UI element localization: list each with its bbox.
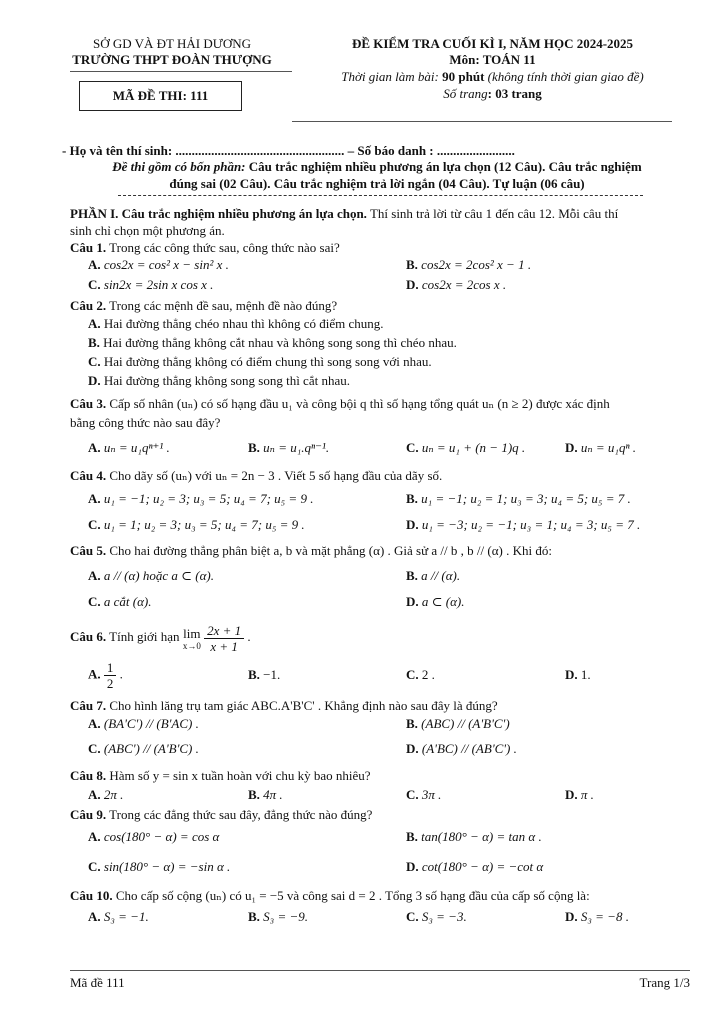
exam-subject: Môn: TOÁN 11 [449,52,536,67]
opt-letter-d: D. [565,440,578,455]
q3-option-d [565,440,636,456]
exam-structure [62,158,692,192]
time-prefix: Thời gian làm bài: [341,69,443,84]
q1-d-text: cos2x = 2cos x . [421,277,507,292]
q7-option-d [406,741,517,757]
q2-option-a [88,315,688,332]
q1-label: Câu 1. [70,240,107,255]
q7-option-c [88,741,199,757]
q6-option-b [248,667,280,683]
opt-letter-d: D. [406,277,419,292]
opt-letter-b: B. [406,568,418,583]
opt-letter-a: A. [88,491,101,506]
school-name: TRƯỜNG THPT ĐOÀN THƯỢNG [72,52,272,67]
q7-option-b [406,716,510,732]
q6-den: x + 1 [210,638,238,654]
q5-option-b [406,568,460,584]
q10-b-text: S₃ = −9. [263,909,308,924]
q10-option-b [248,909,308,925]
q5-stem [70,542,695,559]
q7-c-text: (ABC') // (A'B'C) . [103,741,199,756]
q10-a-text: S₃ = −1. [103,909,149,924]
opt-letter-a: A. [88,257,101,272]
exam-time [290,69,695,85]
q10-option-d [565,909,629,925]
q6-option-c [406,667,435,683]
q9-option-b [406,829,542,845]
q4-b-text: u₁ = −1; u₂ = 1; u₃ = 3; u₄ = 5; u₅ = 7 . [421,491,631,506]
q6-lim-sub: x→0 [182,640,201,651]
part1-title: PHẦN I. Câu trắc nghiệm nhiều phương án lựa chọn. [70,206,367,221]
q2-d-text: Hai đường thẳng không song song thì cắt nhau. [103,373,350,388]
q9-d-text: cot(180° − α) = −cot α [421,859,544,874]
opt-letter-a: A. [88,909,101,924]
q5-label: Câu 5. [70,543,107,558]
opt-letter-c: C. [406,440,419,455]
q5-option-d [406,594,465,610]
q6-c-text: 2 . [421,667,435,682]
q4-option-d [406,517,640,533]
q10-label: Câu 10. [70,888,113,903]
opt-letter-c: C. [88,594,101,609]
q9-text: Trong các đẳng thức sau đây, đẳng thức nào đúng? [106,807,373,822]
q8-text: Hàm số y = sin x tuần hoàn với chu kỳ bao nhiêu? [106,768,371,783]
opt-letter-d: D. [406,859,419,874]
opt-letter-b: B. [406,491,418,506]
q10-d-text: S₃ = −8 . [580,909,629,924]
q3-b-text: uₙ = u₁.qⁿ⁻¹. [263,440,330,455]
footer-rule [70,970,690,971]
student-info-line: - Họ và tên thí sinh: .................................................... – Số báo danh : ........................ [62,143,515,158]
q8-option-a [88,787,123,803]
q7-text: Cho hình lăng trụ tam giác ABC.A'B'C' . Khẳng định nào sau đây là đúng? [106,698,498,713]
opt-letter-a: A. [88,316,101,331]
exam-pages [300,86,685,102]
q3-text2: bằng công thức nào sau đây? [70,415,221,430]
part1-heading [70,205,695,222]
q5-d-text: a ⊂ (α). [421,594,465,609]
q6-label: Câu 6. [70,629,107,644]
q8-stem [70,767,695,784]
q4-option-c [88,517,305,533]
exam-code-box [79,81,242,111]
opt-letter-d: D. [565,909,578,924]
opt-letter-c: C. [88,354,101,369]
q7-option-a [88,716,199,732]
exam-code: MÃ ĐỀ THI: 111 [112,88,209,103]
q6-a-num: 1 [104,660,117,676]
q8-option-d [565,787,594,803]
header-underline-left [70,71,292,72]
opt-letter-a: A. [88,666,101,682]
q4-option-a [88,491,313,507]
q5-c-text: a cắt (α). [103,594,152,609]
q10-option-a [88,909,149,925]
q1-a-text: cos2x = cos² x − sin² x . [103,257,229,272]
q2-option-c [88,353,688,370]
q1-c-text: sin2x = 2sin x cos x . [103,277,214,292]
q10-c-text: S₃ = −3. [421,909,467,924]
q1-b-text: cos2x = 2cos² x − 1 . [421,257,532,272]
q6-stem: Câu 6. Tính giới hạn lim x→0 $\frac{2x + 1}{x + 1}$ . [70,622,251,654]
q8-label: Câu 8. [70,768,107,783]
q4-option-b [406,491,631,507]
q9-option-c [88,859,230,875]
time-value: 90 phút [442,69,485,84]
q2-text: Trong các mệnh đề sau, mệnh đề nào đúng? [106,298,338,313]
q2-a-text: Hai đường thẳng chéo nhau thì không có điểm chung. [103,316,384,331]
q10-option-c [406,909,467,925]
q5-a-text: a // (α) hoặc a ⊂ (α). [103,568,214,583]
q10-text: Cho cấp số cộng (uₙ) có u₁ = −5 và công sai d = 2 . Tổng 3 số hạng đầu của cấp số cộng là: [112,888,590,903]
opt-letter-d: D. [406,741,419,756]
opt-letter-c: C. [88,277,101,292]
q1-option-b [406,257,531,273]
q6-lim-word: lim [183,625,201,641]
opt-letter-b: B. [248,440,260,455]
opt-letter-a: A. [88,716,101,731]
q8-a-text: 2π . [103,787,124,802]
q2-label: Câu 2. [70,298,107,313]
q2-option-d [88,372,688,389]
q9-option-d [406,859,543,875]
structure-lead: Đề thi gồm có bốn phần: [112,159,246,174]
q3-a-text: uₙ = u₁qⁿ⁺¹ . [103,440,170,455]
footer-exam-code: Mã đề 111 [70,975,125,990]
opt-letter-d: D. [406,517,419,532]
q4-label: Câu 4. [70,468,107,483]
q2-b-text: Hai đường thẳng không cắt nhau và không song song thì chéo nhau. [103,335,457,350]
opt-letter-c: C. [88,517,101,532]
q9-c-text: sin(180° − α) = −sin α . [103,859,231,874]
q6-fraction [204,623,244,654]
q4-text: Cho dãy số (uₙ) với uₙ = 2n − 3 . Viết 5 số hạng đầu của dãy số. [106,468,443,483]
opt-letter-a: A. [88,568,101,583]
opt-letter-a: A. [88,440,101,455]
opt-letter-c: C. [406,667,419,682]
pages-prefix: Số trang [443,86,488,101]
q7-stem [70,697,695,714]
opt-letter-c: C. [88,741,101,756]
q6-text: Tính giới hạn [106,629,183,644]
q5-b-text: a // (α). [421,568,461,583]
q3-c-text: uₙ = u₁ + (n − 1)q . [421,440,526,455]
q6-option-d [565,667,591,683]
pages-value: : 03 trang [487,86,542,101]
opt-letter-d: D. [565,667,578,682]
opt-letter-b: B. [248,909,260,924]
q9-a-text: cos(180° − α) = cos α [103,829,220,844]
structure-line2: đúng sai (02 Câu). Câu trắc nghiệm trả lời ngắn (04 Câu). Tự luận (06 câu) [169,176,585,191]
q8-option-c [406,787,441,803]
q5-text: Cho hai đường thẳng phân biệt a, b và mặt phẳng (α) . Giả sử a // b , b // (α) . Khi đó: [106,543,552,558]
q2-option-b [88,334,688,351]
opt-letter-c: C. [406,787,419,802]
q6-a-fraction [104,660,117,691]
q2-c-text: Hai đường thẳng không có điểm chung thì song song với nhau. [103,354,432,369]
q4-d-text: u₁ = −3; u₂ = −1; u₃ = 1; u₄ = 3; u₅ = 7 . [421,517,641,532]
structure-separator [118,195,643,196]
q7-a-text: (BA'C') // (B'AC) . [103,716,199,731]
q7-b-text: (ABC) // (A'B'C') [421,716,510,731]
q7-d-text: (A'BC) // (AB'C') . [421,741,517,756]
q1-option-c [88,277,213,293]
opt-letter-c: C. [88,859,101,874]
exam-title: ĐỀ KIỂM TRA CUỐI KÌ I, NĂM HỌC 2024-2025 [351,36,634,51]
time-suffix: (không tính thời gian giao đề) [484,69,644,84]
q9-b-text: tan(180° − α) = tan α . [421,829,542,844]
opt-letter-b: B. [406,257,418,272]
opt-letter-b: B. [248,787,260,802]
q2-stem [70,297,695,314]
q1-text: Trong các công thức sau, công thức nào sai? [106,240,340,255]
q5-option-c [88,594,152,610]
opt-letter-d: D. [406,594,419,609]
q3-option-c [406,440,525,456]
opt-letter-b: B. [406,829,418,844]
opt-letter-a: A. [88,787,101,802]
header-underline-right [292,121,672,122]
opt-letter-b: B. [88,335,100,350]
q1-stem [70,239,695,256]
opt-letter-c: C. [406,909,419,924]
q1-option-d [406,277,506,293]
q7-label: Câu 7. [70,698,107,713]
q3-text1: Cấp số nhân (uₙ) có số hạng đầu u₁ và công bội q thì số hạng tổng quát uₙ (n ≥ 2) được xác định [106,396,610,411]
opt-letter-d: D. [565,787,578,802]
q3-d-text: uₙ = u₁qⁿ . [580,440,637,455]
q6-option-a: A. $\frac{1}{2}$ . [88,660,123,691]
q6-d-text: 1. [580,667,591,682]
q4-a-text: u₁ = −1; u₂ = 3; u₃ = 5; u₄ = 7; u₅ = 9 . [103,491,314,506]
part1-desc2: sinh chỉ chọn một phương án. [70,223,225,238]
part1-desc1: Thí sinh trả lời từ câu 1 đến câu 12. Mỗi câu thí [366,206,619,221]
q6-lim [183,626,201,651]
opt-letter-b: B. [406,716,418,731]
q3-label: Câu 3. [70,396,107,411]
q8-option-b [248,787,283,803]
q8-c-text: 3π . [421,787,442,802]
q9-stem [70,806,695,823]
dept-name: SỞ GD VÀ ĐT HẢI DƯƠNG [92,36,252,51]
q10-stem [70,887,695,904]
q3-stem [70,395,695,412]
footer-page-number: Trang 1/3 [639,975,690,990]
q9-label: Câu 9. [70,807,107,822]
q4-c-text: u₁ = 1; u₂ = 3; u₃ = 5; u₄ = 7; u₅ = 9 . [103,517,305,532]
opt-letter-d: D. [88,373,101,388]
q6-a-den: 2 [106,676,114,691]
opt-letter-a: A. [88,829,101,844]
q5-option-a [88,568,214,584]
q3-option-b [248,440,329,456]
q4-stem [70,467,695,484]
q8-d-text: π . [580,787,594,802]
q9-option-a [88,829,219,845]
q6-num: 2x + 1 [204,623,244,639]
q6-b-text: −1. [263,667,281,682]
structure-line1: Câu trắc nghiệm nhiều phương án lựa chọn (12 Câu). Câu trắc nghiệm [245,159,642,174]
q1-option-a [88,257,229,273]
q3-option-a [88,440,170,456]
q8-b-text: 4π . [263,787,283,802]
opt-letter-b: B. [248,667,260,682]
